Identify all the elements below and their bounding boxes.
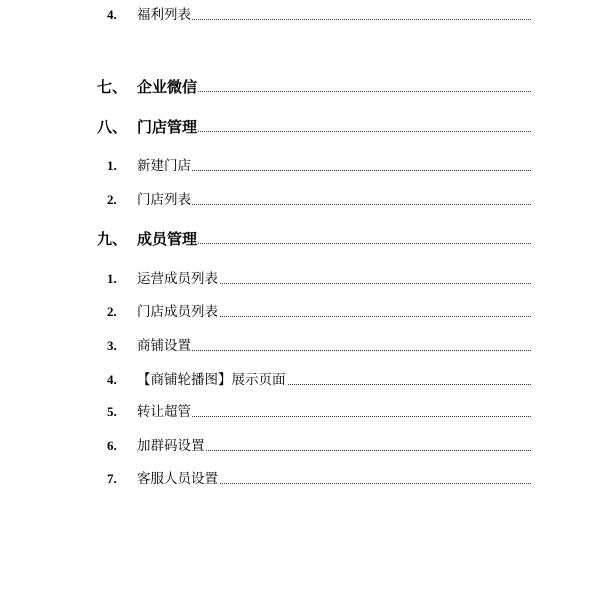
toc-entry-label: 门店列表 (137, 189, 192, 211)
toc-entry-number: 4. (107, 372, 117, 387)
toc-section-label: 成员管理 (137, 230, 198, 248)
toc-entry-label: 加群码设置 (137, 435, 206, 457)
toc-section-enterprise-wechat[interactable] (0, 76, 600, 98)
dotted-leader (137, 416, 531, 417)
dotted-leader (137, 170, 531, 171)
toc-entry-label: 福利列表 (137, 4, 192, 26)
toc-section-number: 八、 (97, 118, 128, 136)
toc-entry-label: 客服人员设置 (137, 468, 219, 490)
toc-entry-number: 5. (107, 404, 117, 419)
toc-section-number: 七、 (97, 78, 128, 96)
toc-entry-number: 1. (107, 271, 117, 286)
toc-section-label: 企业微信 (137, 78, 198, 96)
toc-entry-welfare-list[interactable] (0, 4, 600, 26)
toc-entry-number: 7. (107, 471, 117, 486)
toc-entry-shop-settings[interactable] (0, 335, 600, 357)
dotted-leader (137, 204, 531, 205)
toc-entry-label: 运营成员列表 (137, 268, 219, 290)
toc-entry-customer-service-settings[interactable] (0, 468, 600, 490)
toc-section-label: 门店管理 (137, 118, 198, 136)
toc-entry-label: 新建门店 (137, 155, 192, 177)
toc-entry-store-member-list[interactable] (0, 301, 600, 323)
toc-section-number: 九、 (97, 230, 128, 248)
toc-section-store-management[interactable] (0, 116, 600, 138)
toc-entry-transfer-super-admin[interactable] (0, 401, 600, 423)
toc-entry-label: 门店成员列表 (137, 301, 219, 323)
toc-entry-number: 2. (107, 192, 117, 207)
toc-entry-number: 4. (107, 7, 117, 22)
toc-entry-number: 1. (107, 158, 117, 173)
toc-entry-shop-carousel-page[interactable] (0, 369, 600, 391)
toc-section-member-management[interactable] (0, 228, 600, 250)
toc-entry-new-store[interactable] (0, 155, 600, 177)
toc-entry-number: 2. (107, 304, 117, 319)
dotted-leader (137, 350, 531, 351)
toc-entry-operations-member-list[interactable] (0, 268, 600, 290)
toc-entry-number: 6. (107, 438, 117, 453)
toc-entry-label: 【商铺轮播图】展示页面 (137, 369, 287, 391)
toc-entry-group-qr-settings[interactable] (0, 435, 600, 457)
toc-entry-number: 3. (107, 338, 117, 353)
dotted-leader (137, 19, 531, 20)
toc-entry-label: 商铺设置 (137, 335, 192, 357)
toc-entry-store-list[interactable] (0, 189, 600, 211)
toc-entry-label: 转让超管 (137, 401, 192, 423)
